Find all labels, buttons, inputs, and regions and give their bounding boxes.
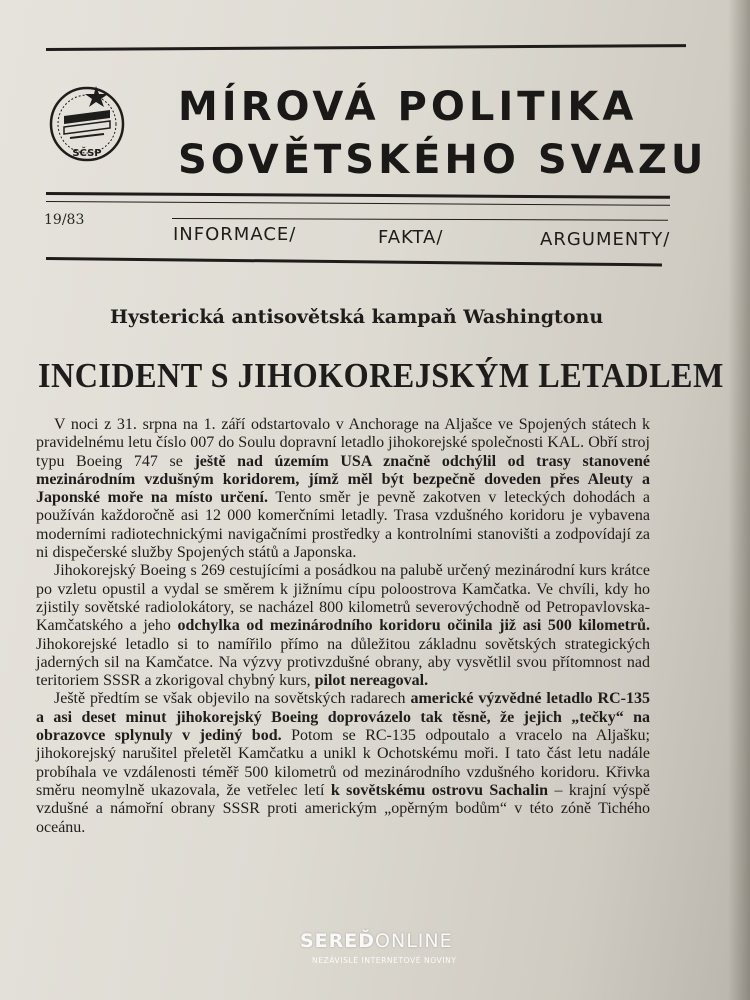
masthead-title-line2: SOVĚTSKÉHO SVAZU <box>178 137 708 183</box>
masthead-mid-rule-thick <box>46 192 670 199</box>
masthead-mid-rule-thin <box>46 201 670 206</box>
watermark-logo <box>300 930 453 952</box>
masthead-top-rule <box>46 44 686 51</box>
text-run: Potom se RC-135 odpoutalo a vracelo na Aljašku; jihokorejský narušitel přeletěl Kamčatku a unikl k Ochotskému moři. I tato část letu nadále probíhala ve vzdálenosti téměř 500 kilometrů od mezinárodního vzdušného koridoru. Křivka směru neomylně ukazovala, že vetřelec letí <box>36 727 650 799</box>
scsp-emblem <box>44 80 130 166</box>
issue-number: 19/83 <box>44 212 85 228</box>
masthead-title-line1: MÍROVÁ POLITIKA <box>178 84 638 130</box>
text-run: – krajní výspě vzdušné a námořní obrany SSSR proti americkým „opěrným bodům“ v této zóně Tichého oceánu. <box>36 781 650 836</box>
article-paragraph <box>36 690 650 836</box>
masthead-rule-under-issue <box>172 218 668 221</box>
bold-text-run: americké výzvědné letadlo RC-135 a asi deset minut jihokorejský Boeing doprovázelo tak těsně, že jejich „tečky“ na obrazovce splynuly v jediný bod. <box>36 690 650 745</box>
text-run: V noci z 31. srpna na 1. září odstartovalo v Anchorage na Aljašce ve Spojených státech k pravidelnému letu číslo 007 do Soulu dopravní letadlo jihokorejské společnosti KAL. Obří stroj typu Boeing 747 se <box>36 416 650 470</box>
article-paragraph <box>36 562 650 690</box>
text-run: Tento směr je pevně zakotven v leteckých dohodách a používán každoročně asi 12 000 komerčními letadly. Trasa vzdušného koridoru je vybavena moderními radiotechnickými navigačními prostředky a kontrolními stanovišti a zodpovídají za ni dispečerské služby Spojených států a Japonska. <box>36 489 651 562</box>
tagline-informace: INFORMACE/ <box>173 224 297 245</box>
article-paragraph <box>36 416 650 562</box>
tagline-argumenty: ARGUMENTY/ <box>540 229 671 250</box>
article-headline: INCIDENT S JIHOKOREJSKÝM LETADLEM <box>38 356 724 395</box>
watermark-logo-part1: SEREĎ <box>300 930 376 952</box>
page-spine-shadow <box>728 0 750 1000</box>
article-subtitle: Hysterická antisovětská kampaň Washingtonu <box>110 306 604 328</box>
bold-text-run: k sovětskému ostrovu Sachalin <box>330 781 549 799</box>
emblem-text: SČSP <box>72 148 102 159</box>
tagline-fakta: FAKTA/ <box>378 227 444 248</box>
watermark-tagline: NEZÁVISLÉ INTERNETOVÉ NOVINY <box>312 956 457 965</box>
masthead-bottom-rule <box>46 257 662 266</box>
text-run: Jihokorejské letadlo si to namířilo přímo na důležitou základnu sovětských strategických jaderných sil na Kamčatce. Na výzvy protivzdušné obrany, aby vysvětlil svou přítomnost nad teritoriem SSSR a zkorigoval chybný kurs, <box>36 635 650 690</box>
text-run: Jihokorejský Boeing s 269 cestujícími a posádkou na palubě určený mezinárodní kurs krátce po vzletu opustil a vydal se směrem k jižnímu cípu poloostrova Kamčatka. Ve chvíli, kdy ho zjistily sovětské radiolokátory, se nacházel 800 kilometrů severovýchodně od Petropavlovska-Kamčatského a jeho <box>36 562 650 635</box>
bold-text-run: pilot nereagoval. <box>314 672 429 690</box>
article-body <box>36 416 650 837</box>
text-run: Ještě předtím se však objevilo na sovětských radarech <box>54 690 411 708</box>
watermark-logo-part2: ONLINE <box>375 930 453 952</box>
bold-text-run: ještě nad územím USA značně odchýlil od trasy stanovené mezinárodním vzdušným koridorem, jímž měl být bezpečně doveden přes Aleuty a Japonské moře na místo určení. <box>36 452 651 507</box>
bold-text-run: odchylka od mezinárodního koridoru očinila již asi 500 kilometrů. <box>177 617 650 635</box>
